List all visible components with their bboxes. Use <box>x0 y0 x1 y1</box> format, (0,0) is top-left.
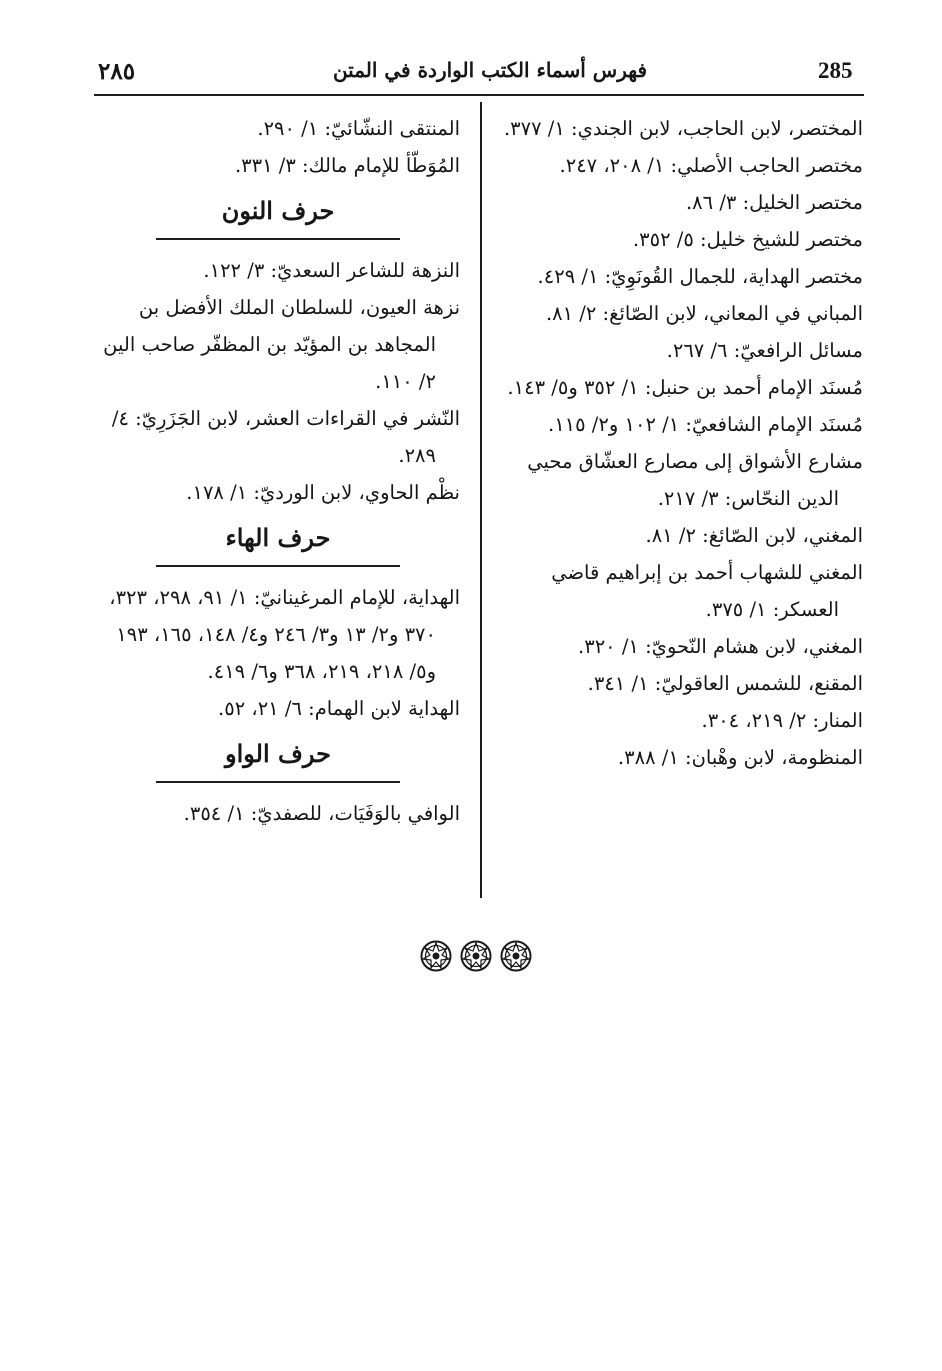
index-entry: المغني للشهاب أحمد بن إبراهيم قاضي العسكر: ١/ ٣٧٥. <box>551 561 863 621</box>
index-entry: مسائل الرافعيّ: ٦/ ٢٦٧. <box>666 339 863 362</box>
index-entry: المختصر، لابن الحاجب، لابن الجندي: ١/ ٣٧٧. <box>503 117 863 140</box>
page-number-latin: 285 <box>818 58 853 83</box>
end-ornaments <box>420 940 532 972</box>
index-entry: مُسنَد الإمام الشافعيّ: ١/ ١٠٢ و٢/ ١١٥. <box>547 413 863 436</box>
index-column-left <box>96 110 460 832</box>
index-entry: المقنع، للشمس العاقوليّ: ١/ ٣٤١. <box>587 672 863 695</box>
section-title-ha: حرف الهاء <box>225 523 331 552</box>
index-entry: نظْم الحاوي، لابن الورديّ: ١/ ١٧٨. <box>186 481 460 504</box>
index-column-right <box>498 110 863 776</box>
index-entry: المباني في المعاني، لابن الصّائغ: ٢/ ٨١. <box>545 302 863 325</box>
section-rule <box>156 565 400 567</box>
index-entry: النزهة للشاعر السعديّ: ٣/ ١٢٢. <box>203 259 460 282</box>
section-title-nun: حرف النون <box>221 196 335 225</box>
rosette-ornament-icon <box>500 940 532 972</box>
index-entry: المنظومة، لابن وهْبان: ١/ ٣٨٨. <box>617 746 863 769</box>
index-entry: الهداية لابن الهمام: ٦/ ٢١، ٥٢. <box>218 697 460 720</box>
index-entry: الوافي بالوَفَيَات، للصفديّ: ١/ ٣٥٤. <box>183 802 460 825</box>
column-separator <box>480 102 482 898</box>
rosette-ornament-icon <box>420 940 452 972</box>
rosette-ornament-icon <box>460 940 492 972</box>
index-entry: المنتقى النشّائيّ: ١/ ٢٩٠. <box>257 117 460 140</box>
index-entry: مختصر الهداية، للجمال القُونَوِيّ: ١/ ٤٢٩. <box>537 265 863 288</box>
index-entry: مختصر الحاجب الأصلي: ١/ ٢٠٨، ٢٤٧. <box>559 154 863 177</box>
index-entry: المُوَطّأ للإمام مالك: ٣/ ٣٣١. <box>234 154 460 177</box>
index-entry: المنار: ٢/ ٢١٩، ٣٠٤. <box>701 709 863 732</box>
index-entry: نزهة العيون، للسلطان الملك الأفضل بن المجاهد بن المؤيّد بن المظفّر صاحب الين ٢/ ١١٠. <box>103 296 460 393</box>
index-entry: المغني، لابن الصّائغ: ٢/ ٨١. <box>645 524 863 547</box>
index-entry: مختصر للشيخ خليل: ٥/ ٣٥٢. <box>632 228 863 251</box>
page-number-arabic: ٢٨٥ <box>98 58 136 85</box>
index-entry: الهداية، للإمام المرغينانيّ: ١/ ٩١، ٢٩٨، ٣٢٣، ٣٧٠ و٢/ ١٣ و٣/ ٢٤٦ و٤/ ١٤٨، ١٦٥، ١٩٣ و٥/ ٢١٨، ٢١٩، ٣٦٨ و٦/ ٤١٩. <box>109 586 460 683</box>
index-entry: مُسنَد الإمام أحمد بن حنبل: ١/ ٣٥٢ و٥/ ١٤٣. <box>507 376 863 399</box>
header-rule <box>94 94 864 96</box>
index-entry: مشارع الأشواق إلى مصارع العشّاق محيي الدين النحّاس: ٣/ ٢١٧. <box>527 450 863 510</box>
section-title-waw: حرف الواو <box>225 739 331 768</box>
index-entry: المغني، لابن هشام النّحويّ: ١/ ٣٢٠. <box>578 635 863 658</box>
section-rule <box>156 238 400 240</box>
index-entry: النّشر في القراءات العشر، لابن الجَزَرِيّ: ٤/ ٢٨٩. <box>111 407 460 467</box>
running-header-title: فهرس أسماء الكتب الواردة في المتن <box>332 58 648 82</box>
index-entry: مختصر الخليل: ٣/ ٨٦. <box>685 191 863 214</box>
section-rule <box>156 781 400 783</box>
